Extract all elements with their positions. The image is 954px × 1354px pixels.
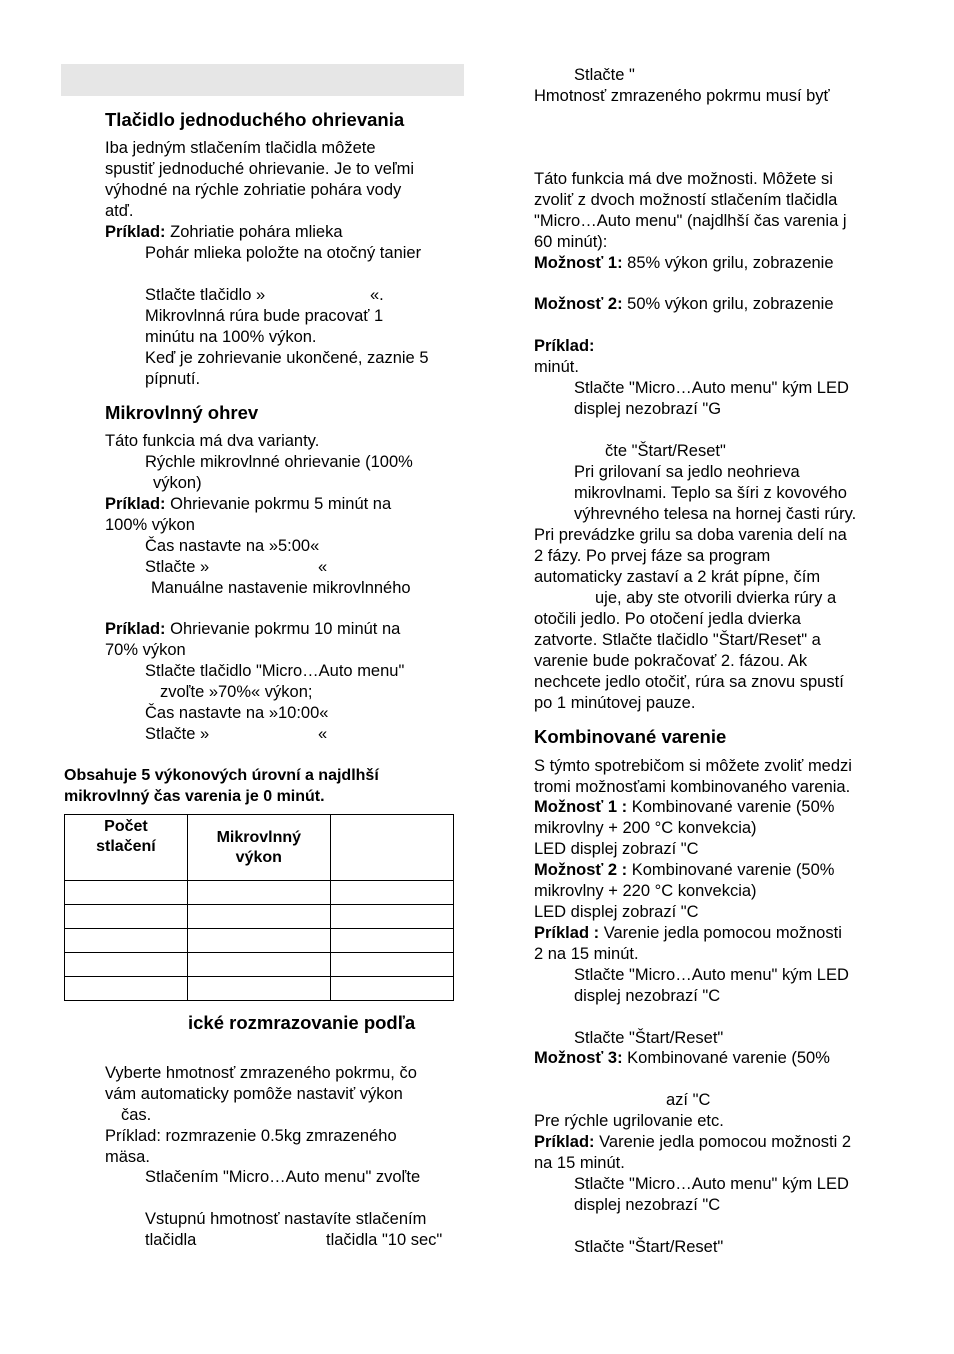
paragraph-line: atď. (105, 202, 134, 220)
paragraph-line: nechcete jedlo otočiť, rúra sa znovu spustí (534, 673, 844, 691)
option-line (534, 294, 834, 315)
paragraph-line: 2 fázy. Po prvej fáze sa program (534, 547, 771, 565)
option-label: Možnosť 2: (534, 295, 623, 313)
table-row (65, 977, 454, 1001)
paragraph-line: čas. (121, 1106, 152, 1124)
step-line: displej nezobrazí "G (574, 400, 722, 418)
step-line: Stlačte "Štart/Reset" (574, 1029, 724, 1047)
step-line: Keď je zohrievanie ukončené, zaznie 5 (145, 349, 429, 367)
paragraph-line: výhodné na rýchle zohriatie pohára vody (105, 181, 402, 199)
step-line: Vstupnú hmotnosť nastavíte stlačením (145, 1210, 427, 1228)
step-line: Stlačte tlačidlo "Micro…Auto menu" (145, 662, 405, 680)
option-line (534, 860, 834, 881)
table-cell (65, 929, 188, 953)
paragraph-line: S týmto spotrebičom si môžete zvoliť medzi (534, 757, 852, 775)
step-line: Rýchle mikrovlnné ohrievanie (100% (145, 453, 413, 471)
table-cell (330, 881, 453, 905)
step-line: Stlačte tlačidlo » (145, 286, 266, 304)
paragraph-line: Hmotnosť zmrazeného pokrmu musí byť (534, 87, 830, 105)
step-line: tlačidla (145, 1231, 197, 1249)
heading-auto-defrost: ické rozmrazovanie podľa (188, 1012, 416, 1033)
table-row (65, 953, 454, 977)
heading-simple-heating: Tlačidlo jednoduchého ohrievania (105, 109, 405, 130)
paragraph-line: otočili jedlo. Po otočení jedla dvierka (534, 610, 801, 628)
option-line (534, 797, 834, 818)
example-text: Zohriatie pohára mlieka (165, 223, 343, 241)
table-cell (187, 953, 330, 977)
example-text: Ohrievanie pokrmu 10 minút na (165, 620, 401, 638)
paragraph-line: uje, aby ste otvorili dvierka rúry a (595, 589, 837, 607)
example-line (105, 619, 400, 640)
paragraph-line: Vyberte hmotnosť zmrazeného pokrmu, čo (105, 1064, 417, 1082)
example-label: Príklad: (534, 1133, 595, 1151)
step-line: Čas nastavte na »5:00« (145, 537, 320, 555)
step-line: Stlačte " (574, 66, 635, 84)
option-line (534, 253, 834, 274)
section-header-bar (61, 64, 464, 96)
example-text: Ohrievanie pokrmu 5 minút na (165, 495, 392, 513)
table-cell (330, 977, 453, 1001)
table-cell (330, 953, 453, 977)
step-line: Stlačte » (145, 558, 210, 576)
paragraph-line: Pre rýchle ugrilovanie etc. (534, 1112, 724, 1130)
note-line: mikrovlnný čas varenia je 0 minút. (64, 788, 325, 805)
table-cell (187, 905, 330, 929)
example-line (534, 923, 842, 944)
note-line: Obsahuje 5 výkonových úrovní a najdlhší (64, 767, 379, 784)
paragraph-line: "Micro…Auto menu" (najdlhší čas varenia j (534, 212, 847, 230)
table-cell (187, 881, 330, 905)
step-line: Manuálne nastavenie mikrovlnného (151, 579, 411, 597)
paragraph-line: na 15 minút. (534, 1154, 625, 1172)
table-cell (187, 977, 330, 1001)
paragraph-line: Pri prevádzke grilu sa doba varenia delí na (534, 526, 847, 544)
option-text: 50% výkon grilu, zobrazenie (622, 295, 834, 313)
example-text: Varenie jedla pomocou možnosti 2 (594, 1133, 852, 1151)
step-line: Stlačte "Micro…Auto menu" kým LED (574, 1175, 849, 1193)
step-line: Stlačením "Micro…Auto menu" zvoľte (145, 1168, 421, 1186)
paragraph-line: Príklad: rozmrazenie 0.5kg zmrazeného (105, 1127, 397, 1145)
table-header (330, 815, 453, 881)
option-text: Kombinované varenie (50% (627, 798, 835, 816)
option-label: Možnosť 1: (534, 254, 623, 272)
step-line: Stlačte » (145, 725, 210, 743)
power-level-table (64, 814, 454, 1001)
step-line: výkon) (153, 474, 202, 492)
paragraph-line: azí "C (666, 1091, 711, 1109)
heading-combined-cooking: Kombinované varenie (534, 726, 727, 747)
paragraph-line: LED displej zobrazí "C (534, 903, 699, 921)
table-cell (187, 929, 330, 953)
paragraph-line: 70% výkon (105, 641, 186, 659)
paragraph-line: po 1 minútovej pauze. (534, 694, 696, 712)
paragraph-line: LED displej zobrazí "C (534, 840, 699, 858)
step-line-end: « (318, 725, 328, 743)
table-cell (65, 953, 188, 977)
step-line: pípnutí. (145, 370, 201, 388)
paragraph-line: zvoliť z dvoch možností stlačením tlačidla (534, 191, 838, 209)
paragraph-line: automaticky zastaví a 2 krát pípne, čím (534, 568, 821, 586)
paragraph-line: tromi možnosťami kombinovaného varenia. (534, 778, 851, 796)
table-cell (65, 905, 188, 929)
paragraph-line: vám automaticky pomôže nastaviť výkon (105, 1085, 403, 1103)
step-line: Pri grilovaní sa jedlo neohrieva (574, 463, 800, 481)
example-label: Príklad: (105, 495, 166, 513)
paragraph-line: Iba jedným stlačením tlačidla môžete (105, 139, 376, 157)
step-line-end: «. (370, 286, 384, 304)
step-line: zvoľte »70%« výkon; (160, 683, 313, 701)
example-text: Varenie jedla pomocou možnosti (599, 924, 842, 942)
paragraph-line: 2 na 15 minút. (534, 945, 639, 963)
paragraph-line: 100% výkon (105, 516, 195, 534)
option-text: Kombinované varenie (50% (622, 1049, 830, 1067)
example-label (534, 336, 595, 357)
option-line (534, 1048, 830, 1069)
step-line: Pohár mlieka položte na otočný tanier (145, 244, 422, 262)
table-cell (65, 977, 188, 1001)
example-label: Príklad: (105, 223, 166, 241)
step-line-end: tlačidla "10 sec" (326, 1231, 443, 1249)
paragraph-line: varenie bude pokračovať 2. fázou. Ak (534, 652, 808, 670)
table-row (65, 881, 454, 905)
option-label: Možnosť 3: (534, 1049, 623, 1067)
example-label-text: Príklad: (534, 337, 595, 355)
step-line: Stlačte "Micro…Auto menu" kým LED (574, 379, 849, 397)
paragraph-line: minút. (534, 358, 579, 376)
paragraph-line: zatvorte. Stlačte tlačidlo "Štart/Reset" a (534, 631, 821, 649)
table-header: Mikrovlnný výkon (187, 815, 330, 881)
option-label: Možnosť 1 : (534, 798, 628, 816)
table-header: Počet stlačení (65, 815, 188, 881)
example-label: Príklad: (105, 620, 166, 638)
table-cell (330, 929, 453, 953)
paragraph-line: Táto funkcia má dva varianty. (105, 432, 320, 450)
example-line (105, 494, 391, 515)
paragraph-line: Táto funkcia má dve možnosti. Môžete si (534, 170, 833, 188)
heading-microwave: Mikrovlnný ohrev (105, 402, 259, 423)
step-line: Mikrovlnná rúra bude pracovať 1 (145, 307, 384, 325)
step-line: displej nezobrazí "C (574, 987, 721, 1005)
paragraph-line: mikrovlny + 220 °C konvekcia) (534, 882, 757, 900)
step-line: čte "Štart/Reset" (605, 442, 726, 460)
example-label: Príklad : (534, 924, 600, 942)
table-row (65, 929, 454, 953)
step-line-end: « (318, 558, 328, 576)
example-line (105, 222, 343, 243)
paragraph-line: 60 minút): (534, 233, 608, 251)
step-line: minútu na 100% výkon. (145, 328, 317, 346)
option-label: Možnosť 2 : (534, 861, 628, 879)
table-row (65, 905, 454, 929)
table-cell (65, 881, 188, 905)
step-line: Čas nastavte na »10:00« (145, 704, 329, 722)
step-line: mikrovlnami. Teplo sa šíri z kovového (574, 484, 847, 502)
paragraph-line: mikrovlny + 200 °C konvekcia) (534, 819, 757, 837)
paragraph-line: spustiť jednoduché ohrievanie. Je to veľmi (105, 160, 415, 178)
example-line (534, 1132, 851, 1153)
step-line: Stlačte "Štart/Reset" (574, 1238, 724, 1256)
option-text: 85% výkon grilu, zobrazenie (622, 254, 834, 272)
option-text: Kombinované varenie (50% (627, 861, 835, 879)
paragraph-line: mäsa. (105, 1148, 150, 1166)
step-line: displej nezobrazí "C (574, 1196, 721, 1214)
step-line: Stlačte "Micro…Auto menu" kým LED (574, 966, 849, 984)
step-line: výhrevného telesa na hornej časti rúry. (574, 505, 857, 523)
table-cell (330, 905, 453, 929)
